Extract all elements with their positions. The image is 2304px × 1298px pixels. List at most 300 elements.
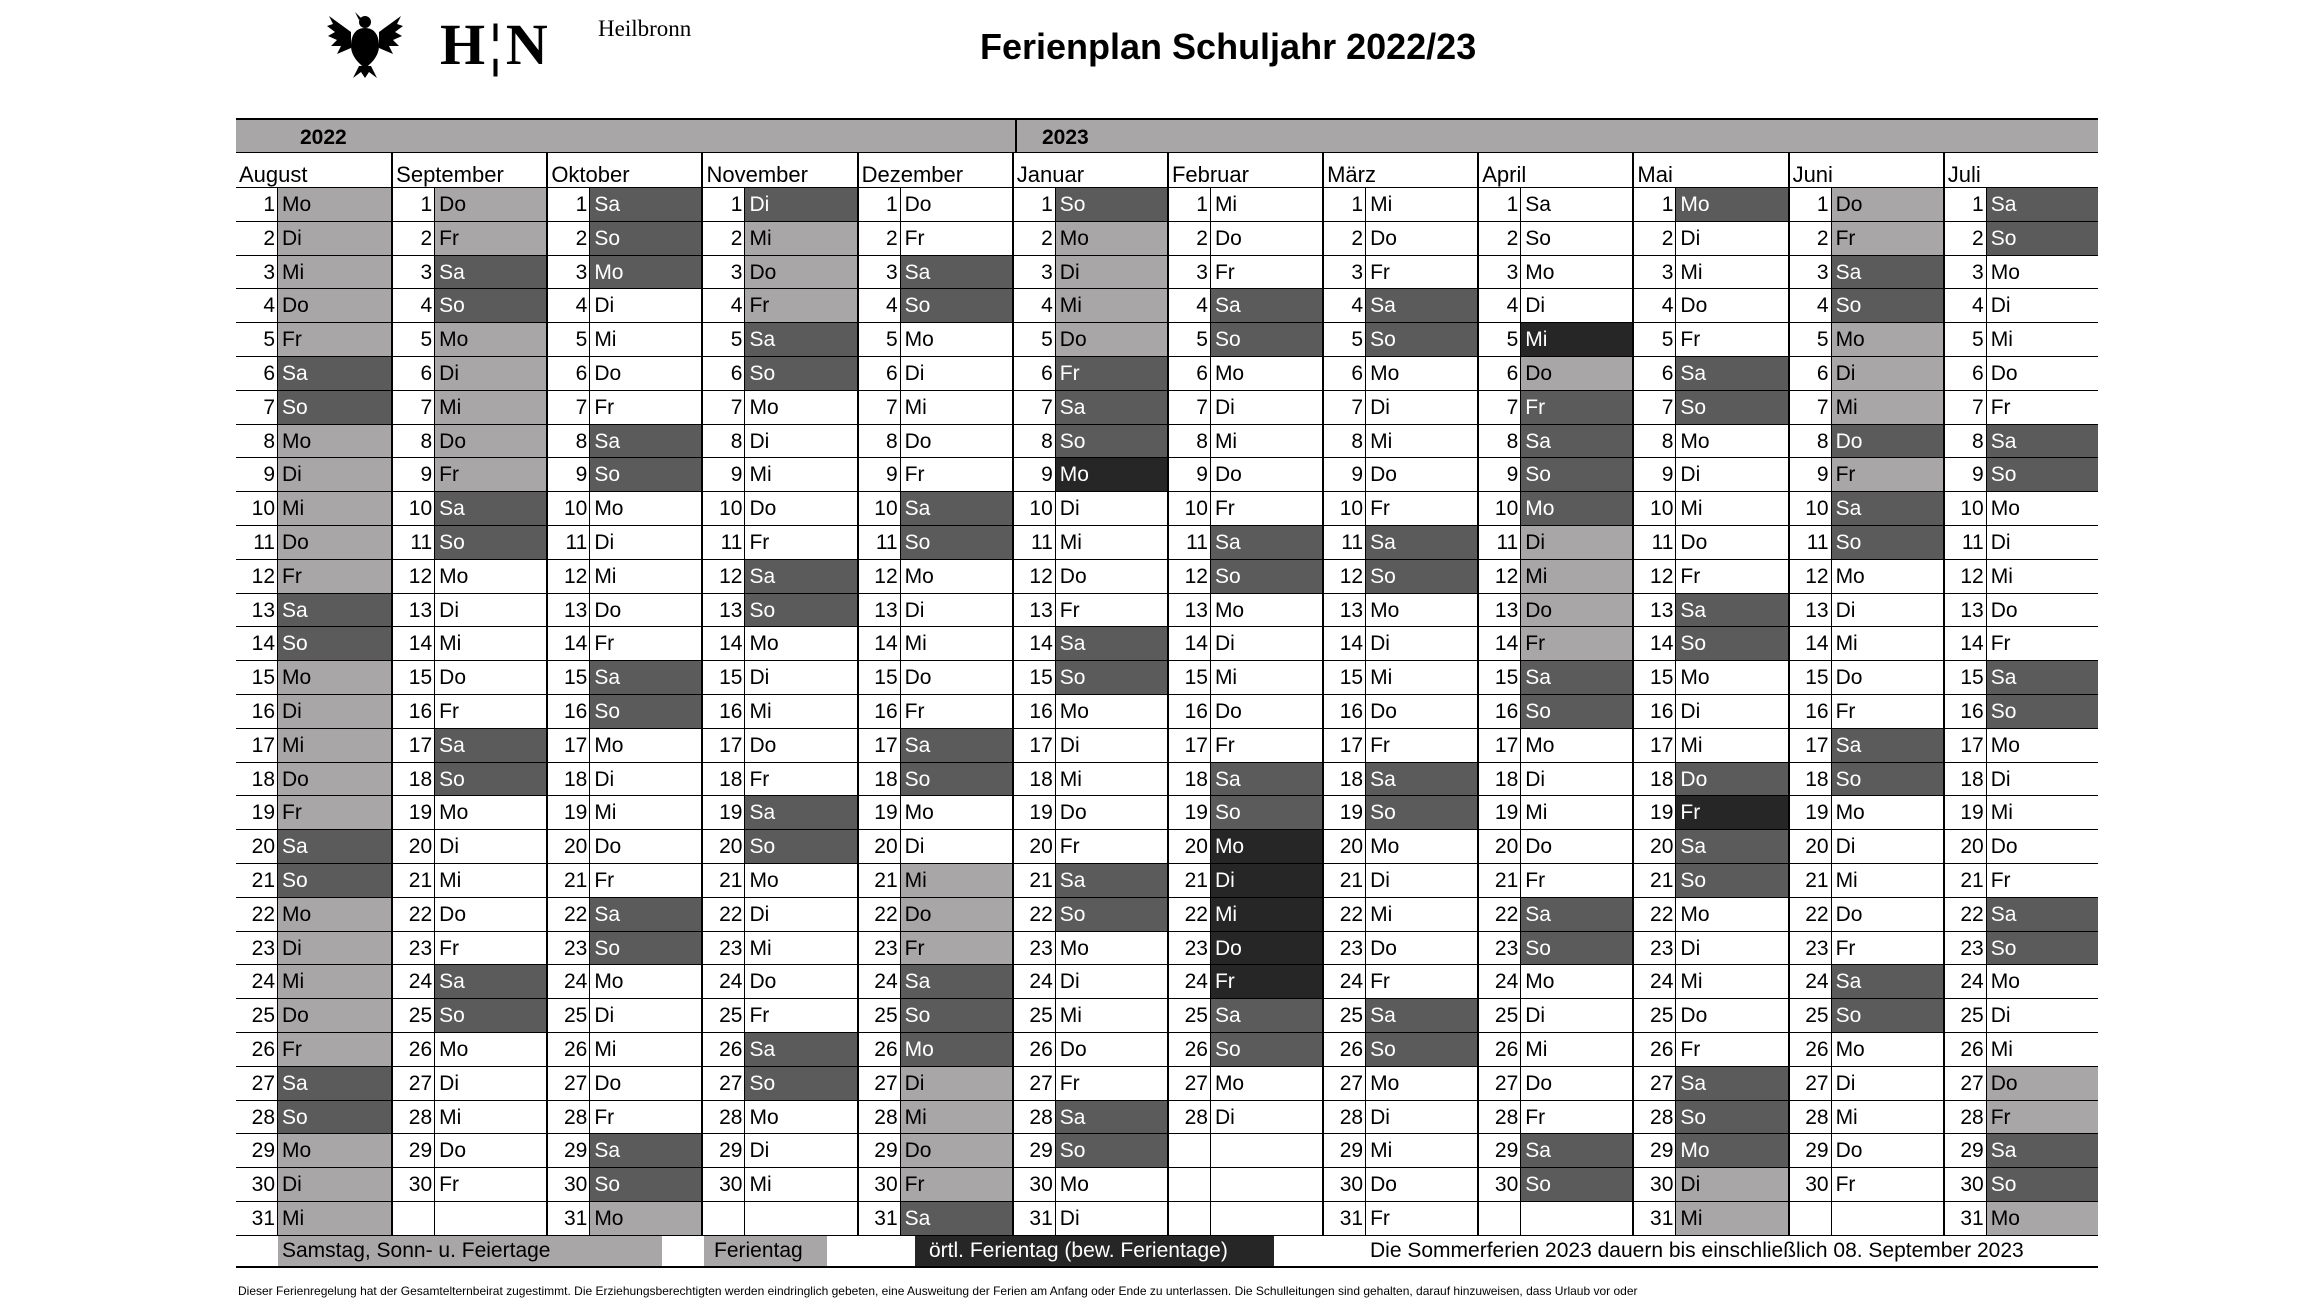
day-number: 19 bbox=[393, 796, 435, 829]
day-number: 21 bbox=[1790, 864, 1832, 897]
day-row bbox=[1169, 289, 1322, 323]
day-number: 31 bbox=[1634, 1202, 1676, 1235]
day-number: 23 bbox=[1014, 932, 1056, 965]
day-row bbox=[1790, 695, 1943, 729]
day-row bbox=[1790, 560, 1943, 594]
day-row bbox=[859, 256, 1012, 290]
day-number: 26 bbox=[1634, 1033, 1676, 1066]
day-row bbox=[1324, 188, 1477, 222]
day-number: 2 bbox=[393, 222, 435, 255]
day-row bbox=[1479, 222, 1632, 256]
day-row bbox=[236, 965, 391, 999]
day-row bbox=[1014, 222, 1167, 256]
day-row bbox=[1014, 425, 1167, 459]
day-number: 24 bbox=[1945, 965, 1987, 998]
weekday-cell: Mo bbox=[1832, 1033, 1943, 1066]
weekday-cell: So bbox=[590, 932, 701, 965]
day-row bbox=[548, 898, 701, 932]
weekday-cell: Sa bbox=[1987, 898, 2098, 931]
day-row bbox=[859, 492, 1012, 526]
day-number: 12 bbox=[1945, 560, 1987, 593]
day-row bbox=[703, 1033, 856, 1067]
weekday-cell: Fr bbox=[590, 627, 701, 660]
weekday-cell: Fr bbox=[745, 999, 856, 1032]
day-row bbox=[393, 1134, 546, 1168]
day-row bbox=[1479, 323, 1632, 357]
day-number: 29 bbox=[859, 1134, 901, 1167]
weekday-cell: Di bbox=[435, 830, 546, 863]
weekday-cell: Do bbox=[278, 999, 391, 1032]
day-row bbox=[1324, 898, 1477, 932]
weekday-cell: Sa bbox=[435, 256, 546, 289]
weekday-cell: Mo bbox=[1056, 695, 1167, 728]
weekday-cell: Mi bbox=[590, 1033, 701, 1066]
weekday-cell: Di bbox=[278, 458, 391, 491]
day-row bbox=[1014, 763, 1167, 797]
weekday-cell: Mo bbox=[1366, 1067, 1477, 1100]
day-row bbox=[859, 1168, 1012, 1202]
day-row bbox=[1479, 932, 1632, 966]
day-number: 20 bbox=[1169, 830, 1211, 863]
day-number: 8 bbox=[1945, 425, 1987, 458]
day-row bbox=[1479, 560, 1632, 594]
day-row bbox=[1634, 560, 1787, 594]
day-number: 12 bbox=[859, 560, 901, 593]
weekday-cell: Mo bbox=[745, 1101, 856, 1134]
weekday-cell: Di bbox=[1521, 526, 1632, 559]
day-row bbox=[393, 1168, 546, 1202]
day-row bbox=[236, 594, 391, 628]
day-number: 20 bbox=[703, 830, 745, 863]
weekday-cell: Do bbox=[278, 526, 391, 559]
weekday-cell: Mo bbox=[435, 1033, 546, 1066]
weekday-cell: Mo bbox=[590, 965, 701, 998]
day-row bbox=[1634, 458, 1787, 492]
weekday-cell: Mo bbox=[901, 1033, 1012, 1066]
month-name: Mai bbox=[1634, 153, 1787, 188]
day-row bbox=[548, 965, 701, 999]
weekday-cell: Mo bbox=[1211, 594, 1322, 627]
day-number: 10 bbox=[859, 492, 901, 525]
month-column bbox=[1788, 153, 1943, 1236]
day-row bbox=[1324, 560, 1477, 594]
day-number: 20 bbox=[1014, 830, 1056, 863]
weekday-cell: So bbox=[1987, 458, 2098, 491]
day-number: 20 bbox=[1634, 830, 1676, 863]
day-number: 1 bbox=[236, 188, 278, 221]
weekday-cell: Sa bbox=[901, 729, 1012, 762]
day-number: 3 bbox=[1634, 256, 1676, 289]
day-number: 29 bbox=[1479, 1134, 1521, 1167]
weekday-cell: Do bbox=[1676, 526, 1787, 559]
day-number: 3 bbox=[1324, 256, 1366, 289]
day-number: 1 bbox=[859, 188, 901, 221]
weekday-cell: Do bbox=[1521, 594, 1632, 627]
weekday-cell: Di bbox=[901, 357, 1012, 390]
weekday-cell: Fr bbox=[278, 1033, 391, 1066]
logo-city-name: Heilbronn bbox=[598, 16, 692, 41]
day-number: 5 bbox=[1014, 323, 1056, 356]
day-row bbox=[1790, 1202, 1943, 1236]
day-row bbox=[393, 323, 546, 357]
weekday-cell: Di bbox=[435, 357, 546, 390]
day-number: 4 bbox=[1634, 289, 1676, 322]
weekday-cell: Di bbox=[1056, 256, 1167, 289]
weekday-cell: Mi bbox=[1987, 1033, 2098, 1066]
day-row bbox=[1014, 458, 1167, 492]
weekday-cell: Mo bbox=[1521, 965, 1632, 998]
month-name: Februar bbox=[1169, 153, 1322, 188]
day-number: 14 bbox=[1945, 627, 1987, 660]
day-row bbox=[1324, 830, 1477, 864]
day-row bbox=[1634, 526, 1787, 560]
day-number: 27 bbox=[393, 1067, 435, 1100]
weekday-cell: So bbox=[1676, 1101, 1787, 1134]
weekday-cell: So bbox=[901, 526, 1012, 559]
day-row bbox=[859, 458, 1012, 492]
day-row bbox=[393, 391, 546, 425]
weekday-cell: Do bbox=[590, 830, 701, 863]
weekday-cell: Di bbox=[1056, 729, 1167, 762]
day-number: 10 bbox=[1945, 492, 1987, 525]
day-row bbox=[1634, 627, 1787, 661]
day-number: 6 bbox=[703, 357, 745, 390]
day-number: 4 bbox=[393, 289, 435, 322]
weekday-cell bbox=[1211, 1202, 1322, 1235]
day-row bbox=[703, 526, 856, 560]
day-number: 18 bbox=[548, 763, 590, 796]
day-row bbox=[703, 796, 856, 830]
day-row bbox=[1790, 594, 1943, 628]
day-number: 4 bbox=[1945, 289, 1987, 322]
day-row bbox=[548, 560, 701, 594]
weekday-cell: Sa bbox=[435, 492, 546, 525]
weekday-cell: So bbox=[1832, 999, 1943, 1032]
weekday-cell: Di bbox=[1987, 526, 2098, 559]
weekday-cell: Sa bbox=[745, 796, 856, 829]
day-row bbox=[1945, 357, 2098, 391]
weekday-cell: Sa bbox=[1676, 830, 1787, 863]
day-row bbox=[703, 425, 856, 459]
weekday-cell: So bbox=[1056, 898, 1167, 931]
day-row bbox=[1169, 898, 1322, 932]
day-number: 10 bbox=[1169, 492, 1211, 525]
day-row bbox=[236, 695, 391, 729]
day-number: 9 bbox=[393, 458, 435, 491]
weekday-cell: So bbox=[435, 526, 546, 559]
weekday-cell: So bbox=[745, 1067, 856, 1100]
day-row bbox=[1014, 1033, 1167, 1067]
day-row bbox=[1014, 1202, 1167, 1236]
weekday-cell: Sa bbox=[1056, 1101, 1167, 1134]
day-row bbox=[859, 763, 1012, 797]
weekday-cell: Mo bbox=[901, 796, 1012, 829]
weekday-cell: Do bbox=[745, 492, 856, 525]
day-row bbox=[859, 357, 1012, 391]
day-number: 2 bbox=[1634, 222, 1676, 255]
weekday-cell: So bbox=[278, 391, 391, 424]
day-row bbox=[1169, 492, 1322, 526]
day-number: 9 bbox=[859, 458, 901, 491]
weekday-cell: Fr bbox=[1521, 391, 1632, 424]
day-row bbox=[1014, 729, 1167, 763]
day-row bbox=[703, 594, 856, 628]
day-number: 18 bbox=[1634, 763, 1676, 796]
day-number: 15 bbox=[1014, 661, 1056, 694]
day-row bbox=[1945, 830, 2098, 864]
weekday-cell: Do bbox=[901, 661, 1012, 694]
day-row bbox=[1790, 898, 1943, 932]
day-number: 25 bbox=[1169, 999, 1211, 1032]
day-row bbox=[548, 458, 701, 492]
weekday-cell: Mo bbox=[1366, 357, 1477, 390]
day-number: 10 bbox=[1479, 492, 1521, 525]
month-column bbox=[857, 153, 1012, 1236]
day-number: 11 bbox=[548, 526, 590, 559]
day-row bbox=[236, 391, 391, 425]
day-number: 25 bbox=[1014, 999, 1056, 1032]
weekday-cell: Do bbox=[1987, 830, 2098, 863]
day-row bbox=[236, 796, 391, 830]
weekday-cell: Fr bbox=[435, 1168, 546, 1201]
day-row bbox=[1945, 763, 2098, 797]
day-row bbox=[703, 763, 856, 797]
weekday-cell: Mo bbox=[1521, 729, 1632, 762]
day-row bbox=[1634, 391, 1787, 425]
day-number: 23 bbox=[859, 932, 901, 965]
day-row bbox=[1014, 391, 1167, 425]
day-number: 23 bbox=[548, 932, 590, 965]
day-number: 15 bbox=[703, 661, 745, 694]
weekday-cell: Do bbox=[435, 1134, 546, 1167]
day-number: 26 bbox=[1324, 1033, 1366, 1066]
weekday-cell: Mi bbox=[1832, 1101, 1943, 1134]
weekday-cell: Mi bbox=[1676, 729, 1787, 762]
weekday-cell: Do bbox=[1366, 222, 1477, 255]
day-number: 21 bbox=[1479, 864, 1521, 897]
day-number: 9 bbox=[1634, 458, 1676, 491]
weekday-cell: Mi bbox=[435, 1101, 546, 1134]
day-row bbox=[393, 932, 546, 966]
day-number: 15 bbox=[859, 661, 901, 694]
day-row bbox=[236, 1033, 391, 1067]
day-row bbox=[1945, 188, 2098, 222]
day-number: 1 bbox=[703, 188, 745, 221]
day-row bbox=[548, 999, 701, 1033]
weekday-cell: Di bbox=[1366, 864, 1477, 897]
day-row bbox=[236, 222, 391, 256]
weekday-cell: Di bbox=[1211, 391, 1322, 424]
weekday-cell: Fr bbox=[1366, 492, 1477, 525]
day-row bbox=[1634, 256, 1787, 290]
day-number: 5 bbox=[1479, 323, 1521, 356]
day-row bbox=[1169, 222, 1322, 256]
weekday-cell: Di bbox=[901, 830, 1012, 863]
weekday-cell: So bbox=[1521, 1168, 1632, 1201]
day-number: 2 bbox=[859, 222, 901, 255]
day-number: 11 bbox=[236, 526, 278, 559]
day-row bbox=[1634, 323, 1787, 357]
day-row bbox=[393, 1033, 546, 1067]
day-row bbox=[1169, 965, 1322, 999]
weekday-cell: Di bbox=[1211, 864, 1322, 897]
day-number: 19 bbox=[236, 796, 278, 829]
day-number: 25 bbox=[548, 999, 590, 1032]
day-row bbox=[1945, 729, 2098, 763]
weekday-cell: Mo bbox=[435, 796, 546, 829]
day-row bbox=[1634, 594, 1787, 628]
legend-local-vacation: örtl. Ferientag (bew. Ferientage) bbox=[915, 1236, 1274, 1266]
day-number: 31 bbox=[548, 1202, 590, 1235]
day-number: 20 bbox=[1945, 830, 1987, 863]
day-number: 31 bbox=[1324, 1202, 1366, 1235]
day-number: 28 bbox=[1014, 1101, 1056, 1134]
day-row bbox=[703, 289, 856, 323]
weekday-cell: Do bbox=[745, 965, 856, 998]
day-row bbox=[703, 898, 856, 932]
day-row bbox=[1014, 594, 1167, 628]
day-number: 28 bbox=[548, 1101, 590, 1134]
day-row bbox=[1790, 323, 1943, 357]
day-number: 30 bbox=[1014, 1168, 1056, 1201]
day-number: 25 bbox=[1634, 999, 1676, 1032]
day-number: 23 bbox=[1324, 932, 1366, 965]
day-number: 14 bbox=[1014, 627, 1056, 660]
day-row bbox=[393, 999, 546, 1033]
day-number: 14 bbox=[703, 627, 745, 660]
day-row bbox=[236, 526, 391, 560]
weekday-cell: Mo bbox=[1987, 256, 2098, 289]
day-number: 24 bbox=[703, 965, 745, 998]
day-number: 24 bbox=[1169, 965, 1211, 998]
day-number: 21 bbox=[1634, 864, 1676, 897]
day-row bbox=[1324, 965, 1477, 999]
day-row bbox=[1014, 492, 1167, 526]
weekday-cell: Mi bbox=[1366, 425, 1477, 458]
weekday-cell: Mo bbox=[435, 323, 546, 356]
weekday-cell: Mo bbox=[745, 627, 856, 660]
weekday-cell: Sa bbox=[278, 357, 391, 390]
day-number: 14 bbox=[1479, 627, 1521, 660]
day-number: 26 bbox=[1479, 1033, 1521, 1066]
day-row bbox=[1790, 999, 1943, 1033]
day-number: 3 bbox=[1169, 256, 1211, 289]
weekday-cell: Sa bbox=[435, 729, 546, 762]
day-row bbox=[236, 492, 391, 526]
weekday-cell: So bbox=[1211, 796, 1322, 829]
day-number: 9 bbox=[236, 458, 278, 491]
day-row bbox=[548, 1101, 701, 1135]
day-number bbox=[1169, 1168, 1211, 1201]
weekday-cell: So bbox=[1676, 627, 1787, 660]
day-row bbox=[859, 1202, 1012, 1236]
weekday-cell: Di bbox=[1987, 999, 2098, 1032]
day-number: 6 bbox=[1945, 357, 1987, 390]
weekday-cell: Mo bbox=[278, 425, 391, 458]
day-row bbox=[1479, 1202, 1632, 1236]
day-row bbox=[1945, 560, 2098, 594]
weekday-cell: Fr bbox=[1366, 1202, 1477, 1235]
weekday-cell: Do bbox=[1521, 357, 1632, 390]
day-number: 12 bbox=[703, 560, 745, 593]
day-row bbox=[1634, 1033, 1787, 1067]
day-row bbox=[1324, 492, 1477, 526]
day-number: 26 bbox=[1169, 1033, 1211, 1066]
day-number: 2 bbox=[1945, 222, 1987, 255]
weekday-cell: Sa bbox=[1832, 492, 1943, 525]
weekday-cell: So bbox=[1832, 763, 1943, 796]
day-number: 4 bbox=[548, 289, 590, 322]
day-row bbox=[1324, 357, 1477, 391]
weekday-cell: Fr bbox=[745, 763, 856, 796]
day-number: 4 bbox=[1169, 289, 1211, 322]
weekday-cell: Fr bbox=[1521, 864, 1632, 897]
day-number: 14 bbox=[1634, 627, 1676, 660]
weekday-cell bbox=[435, 1202, 546, 1235]
day-row bbox=[1479, 526, 1632, 560]
day-number: 21 bbox=[548, 864, 590, 897]
weekday-cell: Di bbox=[1056, 1202, 1167, 1235]
day-row bbox=[703, 729, 856, 763]
day-number: 17 bbox=[703, 729, 745, 762]
day-row bbox=[1169, 391, 1322, 425]
day-number: 23 bbox=[393, 932, 435, 965]
weekday-cell: Di bbox=[745, 661, 856, 694]
weekday-cell: Di bbox=[435, 1067, 546, 1100]
day-row bbox=[393, 898, 546, 932]
weekday-cell: Do bbox=[1056, 560, 1167, 593]
weekday-cell: Di bbox=[745, 188, 856, 221]
eagle-crest-icon bbox=[325, 10, 405, 80]
day-row bbox=[1479, 661, 1632, 695]
weekday-cell: So bbox=[278, 627, 391, 660]
day-number: 5 bbox=[1790, 323, 1832, 356]
weekday-cell: Mo bbox=[590, 492, 701, 525]
day-row bbox=[1945, 323, 2098, 357]
day-row bbox=[1634, 492, 1787, 526]
weekday-cell: So bbox=[901, 999, 1012, 1032]
day-row bbox=[703, 830, 856, 864]
day-number: 27 bbox=[548, 1067, 590, 1100]
day-row bbox=[236, 763, 391, 797]
day-row bbox=[1169, 425, 1322, 459]
day-number: 30 bbox=[1479, 1168, 1521, 1201]
day-number: 9 bbox=[703, 458, 745, 491]
day-row bbox=[393, 695, 546, 729]
weekday-cell: Mo bbox=[1056, 222, 1167, 255]
day-row bbox=[1169, 695, 1322, 729]
day-number: 10 bbox=[1014, 492, 1056, 525]
day-row bbox=[859, 864, 1012, 898]
weekday-cell: Di bbox=[1521, 999, 1632, 1032]
weekday-cell: Mi bbox=[278, 256, 391, 289]
day-row bbox=[1945, 526, 2098, 560]
day-number: 27 bbox=[236, 1067, 278, 1100]
weekday-cell: Do bbox=[1676, 763, 1787, 796]
day-number: 24 bbox=[548, 965, 590, 998]
weekday-cell: Mi bbox=[1987, 323, 2098, 356]
weekday-cell: Mi bbox=[901, 627, 1012, 660]
weekday-cell: Do bbox=[1987, 594, 2098, 627]
day-row bbox=[1169, 357, 1322, 391]
day-number: 3 bbox=[1790, 256, 1832, 289]
day-row bbox=[393, 796, 546, 830]
day-row bbox=[1634, 763, 1787, 797]
weekday-cell: Fr bbox=[1211, 256, 1322, 289]
day-number: 29 bbox=[1324, 1134, 1366, 1167]
day-number: 26 bbox=[1790, 1033, 1832, 1066]
day-row bbox=[236, 627, 391, 661]
